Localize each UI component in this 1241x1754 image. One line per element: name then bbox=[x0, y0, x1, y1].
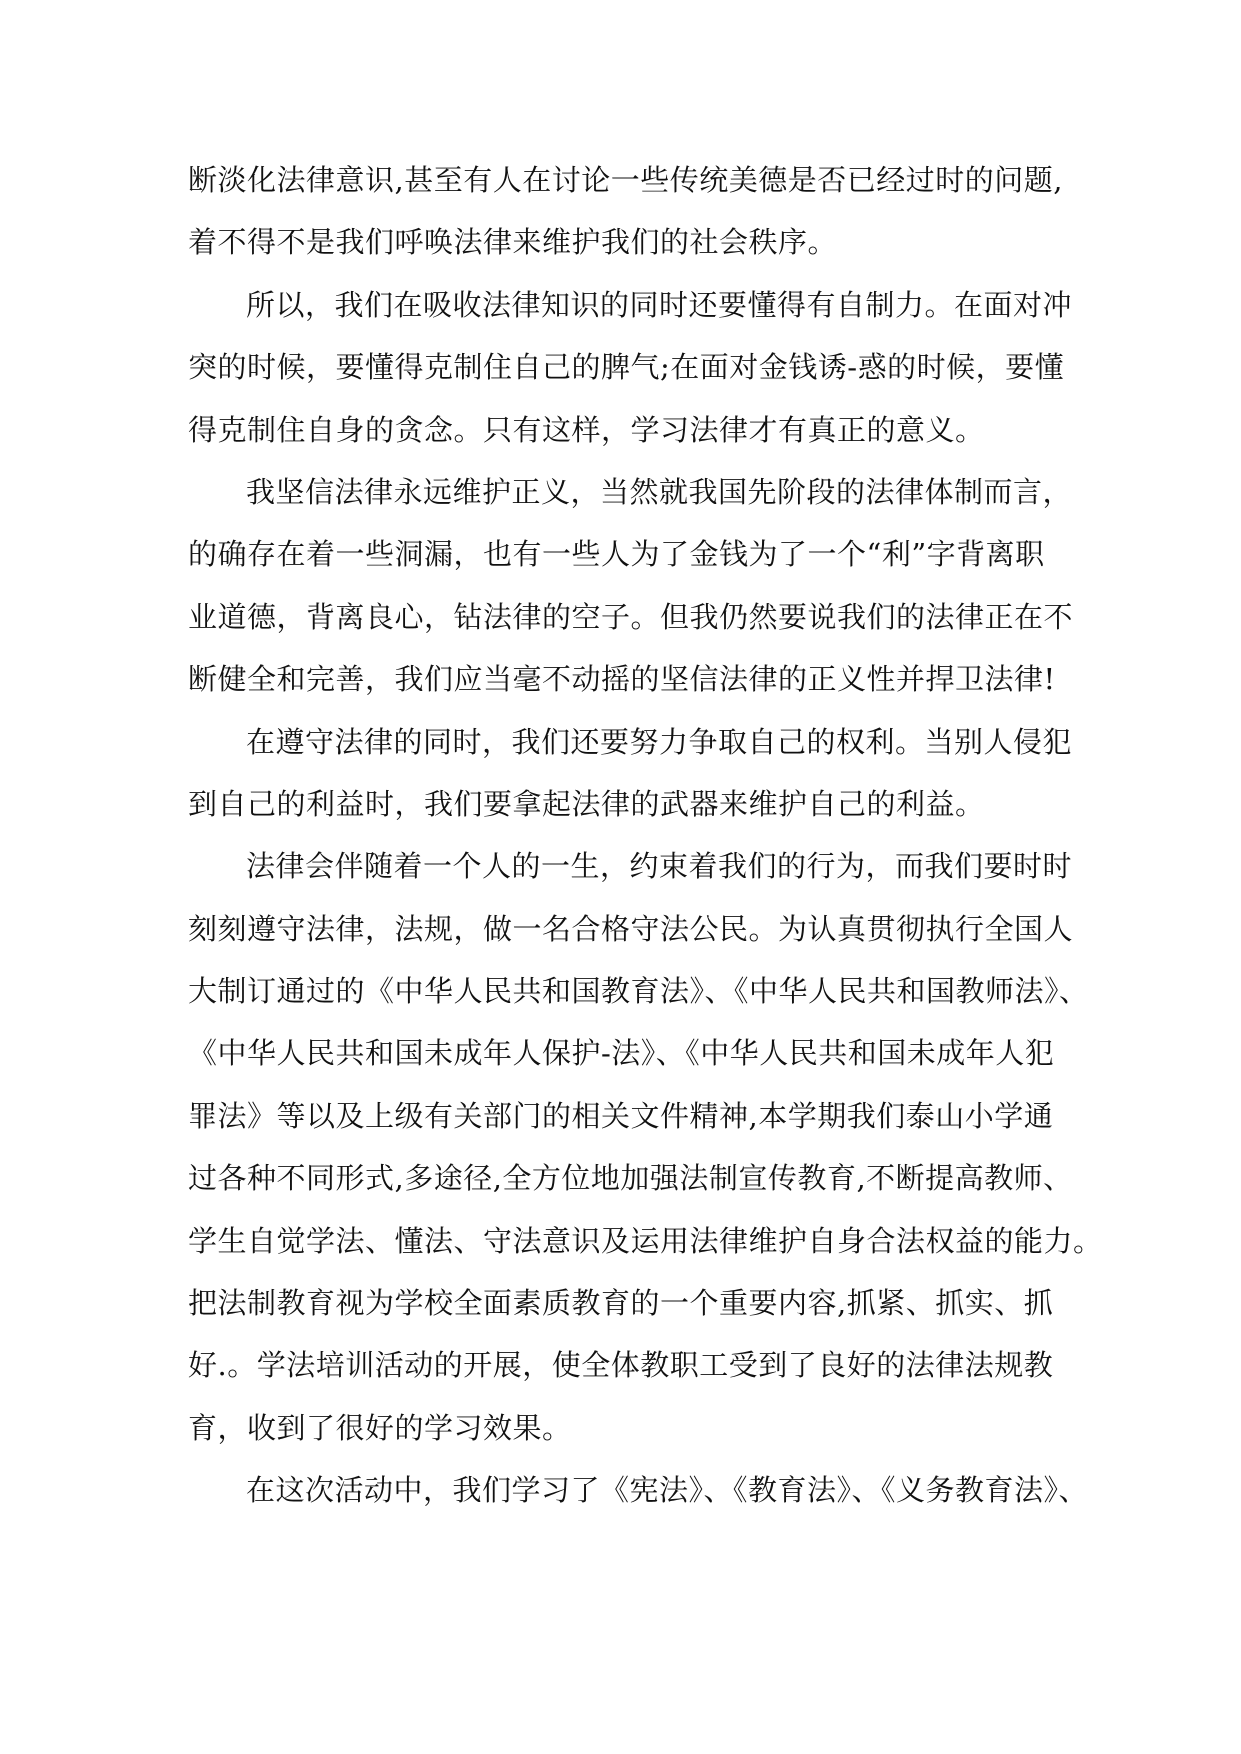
text-line: 突的时候，要懂得克制住自己的脾气;在面对金钱诱-惑的时候，要懂 bbox=[188, 350, 1065, 385]
text-line: 断淡化法律意识,甚至有人在讨论一些传统美德是否已经过时的问题, bbox=[188, 163, 1063, 197]
text-line: 刻刻遵守法律，法规，做一名合格守法公民。为认真贯彻执行全国人 bbox=[188, 911, 1074, 946]
text-line: 着不得不是我们呼唤法律来维护我们的社会秩序。 bbox=[188, 225, 838, 260]
text-line: 大制订通过的《中华人民共和国教育法》、《中华人民共和国教师法》、 bbox=[188, 974, 1089, 1009]
paragraph-start-line: 在遵守法律的同时，我们还要努力争取自己的权利。当别人侵犯 bbox=[246, 724, 1073, 759]
paragraph-start-line: 在这次活动中，我们学习了《宪法》、《教育法》、《义务教育法》、 bbox=[246, 1473, 1089, 1508]
paragraph-start-line: 法律会伴随着一个人的一生，约束着我们的行为，而我们要时时 bbox=[246, 849, 1073, 884]
text-line: 的确存在着一些洞漏，也有一些人为了金钱为了一个“利”字背离职 bbox=[188, 537, 1045, 572]
text-line: 好.。学法培训活动的开展，使全体教职工受到了良好的法律法规教 bbox=[188, 1348, 1054, 1383]
paragraph-start-line: 所以，我们在吸收法律知识的同时还要懂得有自制力。在面对冲 bbox=[246, 287, 1073, 322]
text-line: 断健全和完善，我们应当毫不动摇的坚信法律的正义性并捍卫法律! bbox=[188, 662, 1056, 697]
text-line: 过各种不同形式,多途径,全方位地加强法制宣传教育,不断提高教师、 bbox=[188, 1161, 1073, 1196]
text-line: 业道德，背离良心，钻法律的空子。但我仍然要说我们的法律正在不 bbox=[188, 599, 1074, 634]
text-line: 学生自觉学法、懂法、守法意识及运用法律维护自身合法权益的能力。 bbox=[188, 1223, 1103, 1258]
text-line: 到自己的利益时，我们要拿起法律的武器来维护自己的利益。 bbox=[188, 786, 985, 821]
text-line: 得克制住自身的贪念。只有这样，学习法律才有真正的意义。 bbox=[188, 412, 985, 447]
paragraph-start-line: 我坚信法律永远维护正义，当然就我国先阶段的法律体制而言， bbox=[246, 474, 1073, 509]
text-line: 罪法》等以及上级有关部门的相关文件精神,本学期我们泰山小学通 bbox=[188, 1098, 1054, 1133]
text-line: 育，收到了很好的学习效果。 bbox=[188, 1410, 572, 1445]
text-line: 把法制教育视为学校全面素质教育的一个重要内容,抓紧、抓实、抓 bbox=[188, 1286, 1054, 1321]
document-body bbox=[188, 160, 1103, 1533]
text-line: 《中华人民共和国未成年人保护-法》、《中华人民共和国未成年人犯 bbox=[188, 1036, 1055, 1071]
